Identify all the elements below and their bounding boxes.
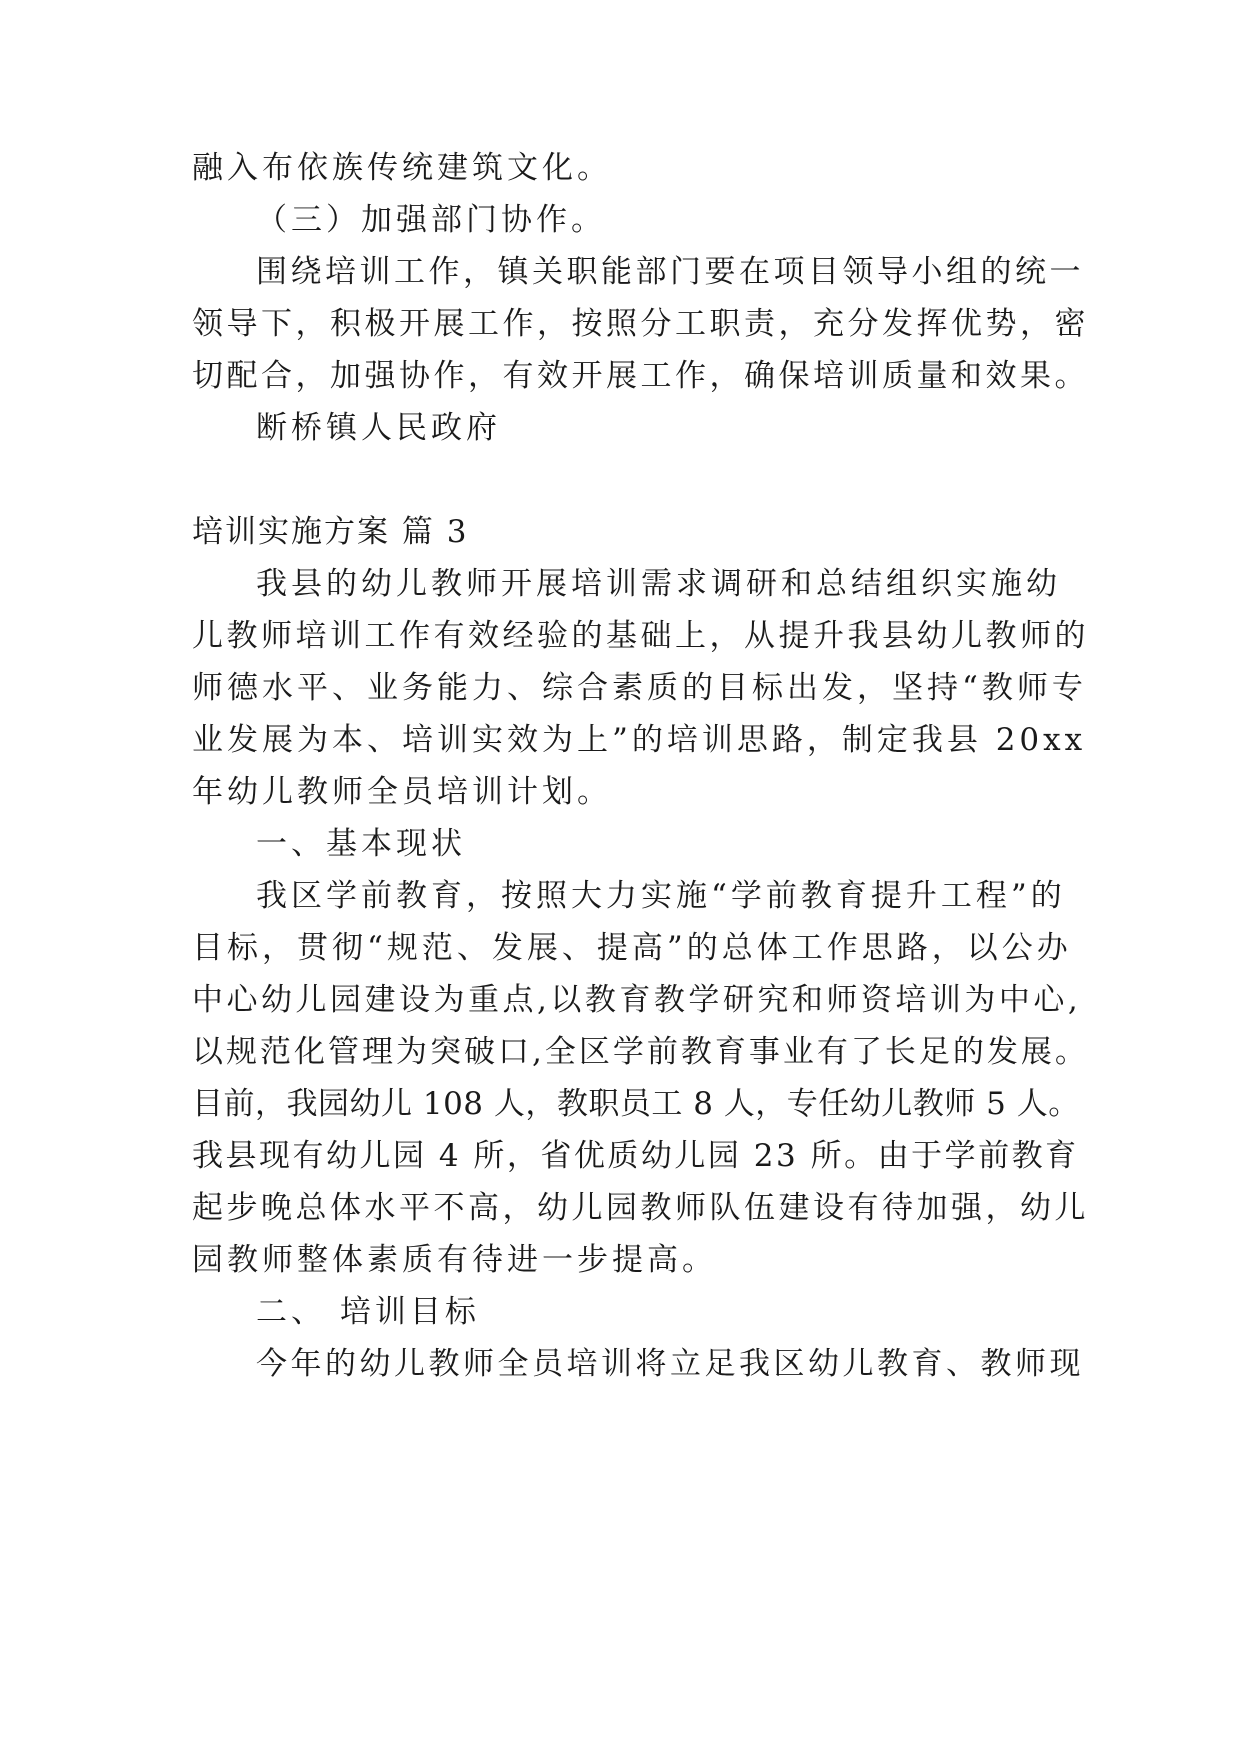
document-subtitle: 培训实施方案 篇 3	[192, 514, 469, 550]
paragraph-line: 起步晚总体水平不高，幼儿园教师队伍建设有待加强，幼儿	[192, 1190, 1089, 1226]
paragraph-line: 中心幼儿园建设为重点,以教育教学研究和师资培训为中心,	[192, 982, 1082, 1018]
paragraph-line: 目标，贯彻“规范、发展、提高”的总体工作思路，以公办	[192, 930, 1072, 966]
paragraph-line: 融入布依族传统建筑文化。	[192, 150, 612, 186]
paragraph-line: 目前，我园幼儿 108 人，教职员工 8 人，专任幼儿教师 5 人。	[192, 1086, 1080, 1122]
paragraph-line: 园教师整体素质有待进一步提高。	[192, 1242, 717, 1278]
section-heading: 一、基本现状	[256, 826, 466, 862]
signature-line: 断桥镇人民政府	[256, 410, 501, 446]
paragraph-line: 年幼儿教师全员培训计划。	[192, 774, 612, 810]
paragraph-line: 师德水平、业务能力、综合素质的目标出发，坚持“教师专	[192, 670, 1087, 706]
paragraph-line: 我县现有幼儿园 4 所，省优质幼儿园 23 所。由于学前教育	[192, 1138, 1079, 1174]
paragraph-line: 领导下，积极开展工作，按照分工职责，充分发挥优势，密	[192, 306, 1089, 342]
paragraph-line: 今年的幼儿教师全员培训将立足我区幼儿教育、教师现	[256, 1346, 1084, 1382]
paragraph-line: 我县的幼儿教师开展培训需求调研和总结组织实施幼	[256, 566, 1061, 602]
section-heading: （三）加强部门协作。	[256, 202, 606, 238]
paragraph-line: 以规范化管理为突破口,全区学前教育事业有了长足的发展。	[192, 1034, 1089, 1070]
section-heading: 二、 培训目标	[256, 1294, 480, 1330]
paragraph-line: 围绕培训工作，镇关职能部门要在项目领导小组的统一	[256, 254, 1084, 290]
paragraph-line: 业发展为本、培训实效为上”的培训思路，制定我县 20xx	[192, 722, 1087, 758]
paragraph-line: 儿教师培训工作有效经验的基础上，从提升我县幼儿教师的	[192, 618, 1089, 654]
paragraph-line: 我区学前教育，按照大力实施“学前教育提升工程”的	[256, 878, 1066, 914]
paragraph-line: 切配合，加强协作，有效开展工作，确保培训质量和效果。	[192, 358, 1089, 394]
